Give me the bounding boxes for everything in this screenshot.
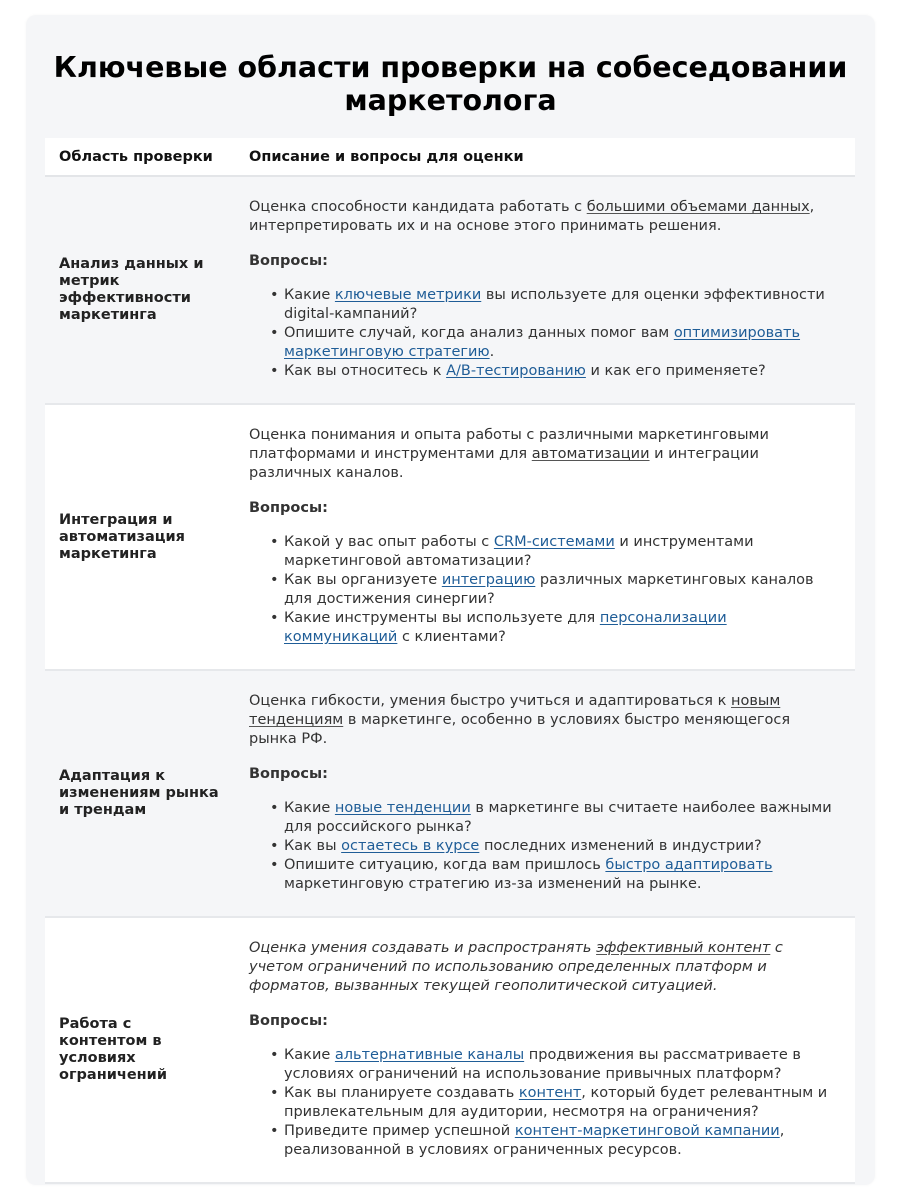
question-text: и инструментами маркетинговой автоматизации? (284, 534, 754, 569)
question-text: маркетинговую стратегию из-за изменений на рынке. (284, 876, 702, 892)
questions-heading: Вопросы: (249, 253, 328, 269)
question-text: Приведите пример успешной (284, 1123, 515, 1139)
table-header-row (45, 138, 855, 176)
question-text: продвижения вы рассматриваете в условиях ограничений на использование привычных платформ? (284, 1047, 801, 1082)
description-text: и интеграции различных каналов. (249, 446, 759, 481)
question-link[interactable]: альтернативные каналы (334, 1047, 525, 1063)
question-text: Какие (284, 1047, 335, 1063)
underlined-term: автоматизации (531, 446, 650, 462)
question-text: вы используете для оценки эффективности digital-кампаний? (284, 287, 825, 322)
description-text: Оценка понимания и опыта работы с различными маркетинговыми платформами и инструментами для (249, 427, 769, 462)
question-link[interactable]: контент (518, 1085, 582, 1101)
question-text: , реализованной в условиях ограниченных ресурсов. (284, 1123, 785, 1158)
question-text: с клиентами? (397, 629, 506, 645)
question-text: Какие инструменты вы используете для (284, 610, 600, 626)
column-header-area: Область проверки (45, 138, 235, 176)
area-description (249, 426, 835, 483)
question-text: Как вы относитесь к (284, 363, 447, 379)
question-text: Какие (284, 800, 335, 816)
table-row (45, 404, 855, 670)
question-text: в маркетинге вы считаете наиболее важными для российского рынка? (284, 800, 832, 835)
list-item (284, 533, 835, 571)
questions-heading: Вопросы: (249, 1013, 328, 1029)
area-description (249, 198, 835, 236)
question-text: последних изменений в индустрии? (479, 838, 762, 854)
question-link[interactable]: контент-маркетинговой кампании (514, 1123, 780, 1139)
question-text: Опишите случай, когда анализ данных помог вам (284, 325, 674, 341)
question-text: . (489, 344, 495, 360)
description-text: Оценка умения создавать и распространять (249, 940, 597, 956)
page-title: Ключевые области проверки на собеседовании маркетолога (53, 51, 848, 117)
list-item (284, 1122, 835, 1160)
questions-heading: Вопросы: (249, 766, 328, 782)
list-item (284, 609, 835, 647)
table-row (45, 917, 855, 1183)
question-link[interactable]: быстро адаптировать (605, 857, 773, 873)
area-cell: Адаптация к изменениям рынка и трендам (45, 670, 235, 917)
description-text: с учетом ограничений по использованию определенных платформ и форматов, вызванных текущей геополитической ситуацией. (249, 940, 783, 994)
list-item (284, 856, 835, 894)
question-text: Как вы планируете создавать (284, 1085, 519, 1101)
list-item (284, 571, 835, 609)
question-text: Как вы (284, 838, 342, 854)
list-item (284, 1046, 835, 1084)
list-item (284, 799, 835, 837)
description-cell (235, 404, 855, 670)
column-header-description: Описание и вопросы для оценки (235, 138, 855, 176)
question-link[interactable]: A/B-тестированию (446, 363, 586, 379)
table-row (45, 176, 855, 404)
description-cell (235, 670, 855, 917)
interview-areas-table (45, 138, 855, 1184)
question-link[interactable]: интеграцию (441, 572, 536, 588)
question-link[interactable]: остаетесь в курсе (341, 838, 480, 854)
questions-list (249, 1046, 835, 1160)
underlined-term: новым тенденциям (249, 693, 781, 728)
questions-list (249, 533, 835, 647)
list-item (284, 362, 835, 381)
description-cell (235, 917, 855, 1183)
question-link[interactable]: оптимизировать маркетинговую стратегию (284, 325, 801, 360)
area-cell: Анализ данных и метрик эффективности маркетинга (45, 176, 235, 404)
question-link[interactable]: CRM-системами (493, 534, 615, 550)
question-text: и как его применяете? (585, 363, 766, 379)
list-item (284, 1084, 835, 1122)
questions-list (249, 286, 835, 381)
underlined-term: большими объемами данных (586, 199, 810, 215)
question-text: Как вы организуете (284, 572, 442, 588)
list-item (284, 286, 835, 324)
question-link[interactable]: персонализации коммуникаций (284, 610, 727, 645)
question-text: различных маркетинговых каналов для достижения синергии? (284, 572, 814, 607)
page-card (26, 15, 875, 1185)
question-text: Какой у вас опыт работы с (284, 534, 494, 550)
list-item (284, 837, 835, 856)
question-link[interactable]: ключевые метрики (334, 287, 482, 303)
description-cell (235, 176, 855, 404)
question-text: , который будет релевантным и привлекательным для аудитории, несмотря на ограничения? (284, 1085, 828, 1120)
question-text: Опишите ситуацию, когда вам пришлось (284, 857, 606, 873)
question-text: Какие (284, 287, 335, 303)
description-text: , интерпретировать их и на основе этого принимать решения. (249, 199, 815, 234)
questions-list (249, 799, 835, 894)
area-description (249, 692, 835, 749)
area-cell: Работа с контентом в условиях ограничений (45, 917, 235, 1183)
table-row (45, 670, 855, 917)
question-link[interactable]: новые тенденции (334, 800, 471, 816)
area-cell: Интеграция и автоматизация маркетинга (45, 404, 235, 670)
underlined-term: эффективный контент (596, 940, 771, 956)
questions-heading: Вопросы: (249, 500, 328, 516)
description-text: Оценка способности кандидата работать с (249, 199, 587, 215)
description-text: Оценка гибкости, умения быстро учиться и адаптироваться к (249, 693, 731, 709)
list-item (284, 324, 835, 362)
area-description (249, 939, 835, 996)
description-text: в маркетинге, особенно в условиях быстро меняющегося рынка РФ. (249, 712, 791, 747)
